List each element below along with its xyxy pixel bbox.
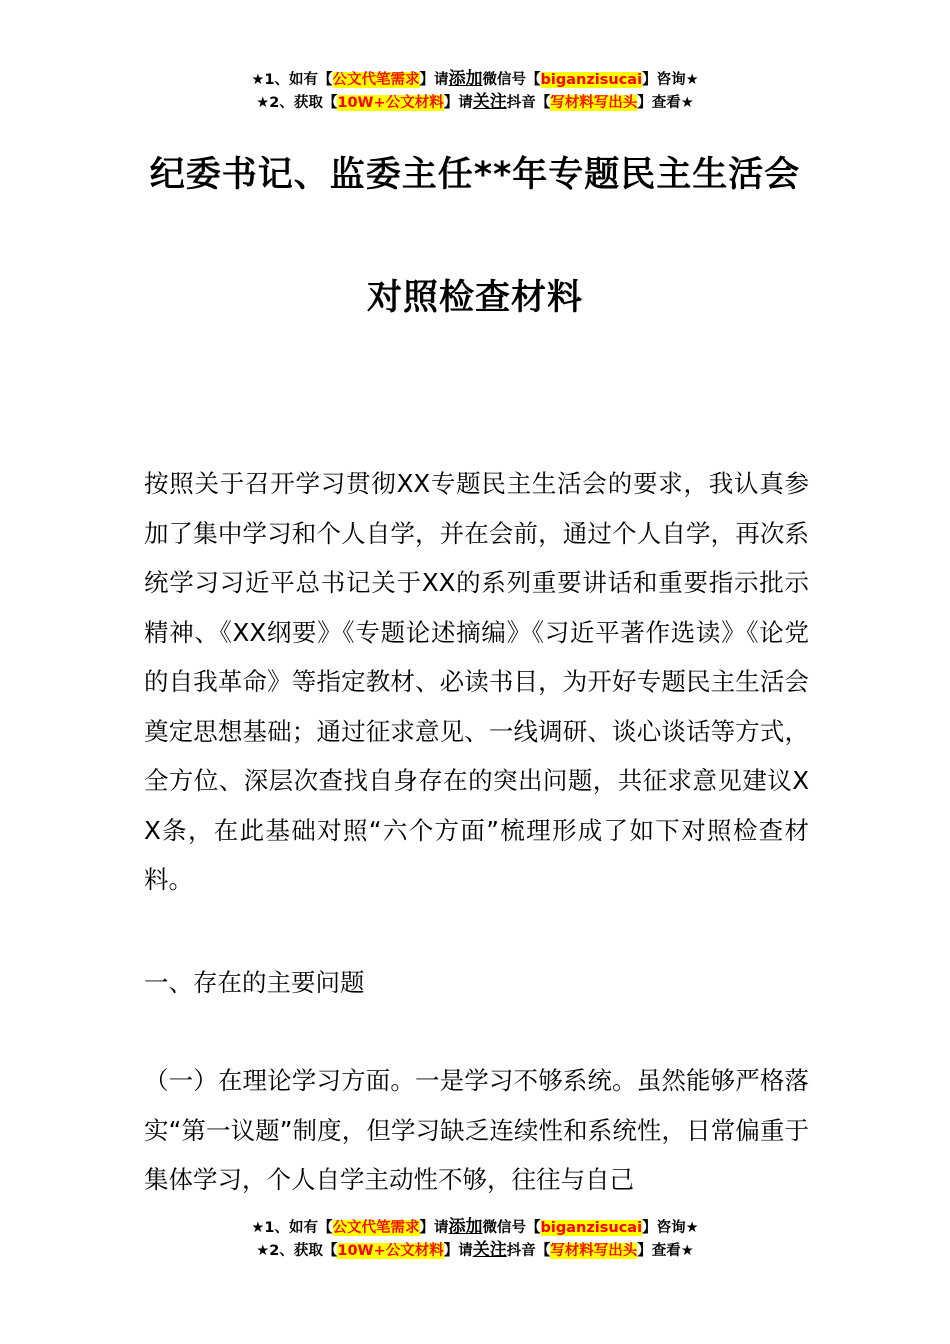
promo-text: ★1、如有【: [251, 1220, 333, 1236]
promo-highlight: 公文代笔需求: [332, 1220, 420, 1236]
wechat-id-highlight: biganzisucai: [540, 72, 643, 88]
promo-text: 抖音【: [506, 1243, 551, 1259]
promo-highlight: 公文代笔需求: [332, 72, 420, 88]
promo-text: ★2、获取【: [256, 95, 338, 111]
promo-line-1: [0, 1216, 950, 1239]
promo-text: 】查看★: [637, 95, 694, 111]
document-title-line-2: 对照检查材料: [366, 278, 583, 318]
promo-text: ★1、如有【: [251, 72, 333, 88]
promo-emphasis: 关注: [472, 92, 507, 112]
section-paragraph: （一）在理论学习方面。一是学习不够系统。虽然能够严格落实“第一议题”制度，但学习缺乏连续性和系统性，日常偏重于集体学习，个人自学主动性不够，往往与自己: [144, 1066, 809, 1194]
promo-text: 】请: [443, 95, 473, 111]
promo-text: ★2、获取【: [256, 1243, 338, 1259]
promo-emphasis: 关注: [472, 1240, 507, 1260]
promo-highlight: 10W+公文材料: [337, 1243, 444, 1259]
document-title-line-1: 纪委书记、监委主任**年专题民主生活会: [149, 155, 801, 195]
promo-text: 】查看★: [637, 1243, 694, 1259]
section-heading: 一、存在的主要问题: [144, 968, 365, 997]
promo-text: 】请: [443, 1243, 473, 1259]
promo-banner-top: [0, 68, 950, 114]
promo-line-2: [0, 1239, 950, 1262]
intro-paragraph: 按照关于召开学习贯彻XX专题民主生活会的要求，我认真参加了集中学习和个人自学，并在会前，通过个人自学，再次系统学习习近平总书记关于XX的系列重要讲话和重要指示批示精神、《XX纲要》《专题论述摘编》《习近平著作选读》《论党的自我革命》等指定教材、必读书目，为开好专题民主生活会奠定思想基础；通过征求意见、一线调研、谈心谈话等方式，全方位、深层次查找自身存在的突出问题，共征求意见建议XX条，在此基础对照“六个方面”梳理形成了如下对照检查材料。: [144, 469, 809, 894]
promo-text: 】请: [419, 72, 449, 88]
promo-text: 抖音【: [506, 95, 551, 111]
promo-text: 】请: [419, 1220, 449, 1236]
douyin-account-highlight: 写材料写出头: [550, 1243, 638, 1259]
promo-line-1: [0, 68, 950, 91]
douyin-account-highlight: 写材料写出头: [550, 95, 638, 111]
promo-emphasis: 添加: [448, 1217, 483, 1237]
promo-text: 】咨询★: [642, 72, 699, 88]
promo-text: 微信号【: [482, 72, 541, 88]
promo-text: 】咨询★: [642, 1220, 699, 1236]
wechat-id-highlight: biganzisucai: [540, 1220, 643, 1236]
promo-highlight: 10W+公文材料: [337, 95, 444, 111]
promo-banner-bottom: [0, 1216, 950, 1262]
promo-line-2: [0, 91, 950, 114]
promo-emphasis: 添加: [448, 69, 483, 89]
promo-text: 微信号【: [482, 1220, 541, 1236]
